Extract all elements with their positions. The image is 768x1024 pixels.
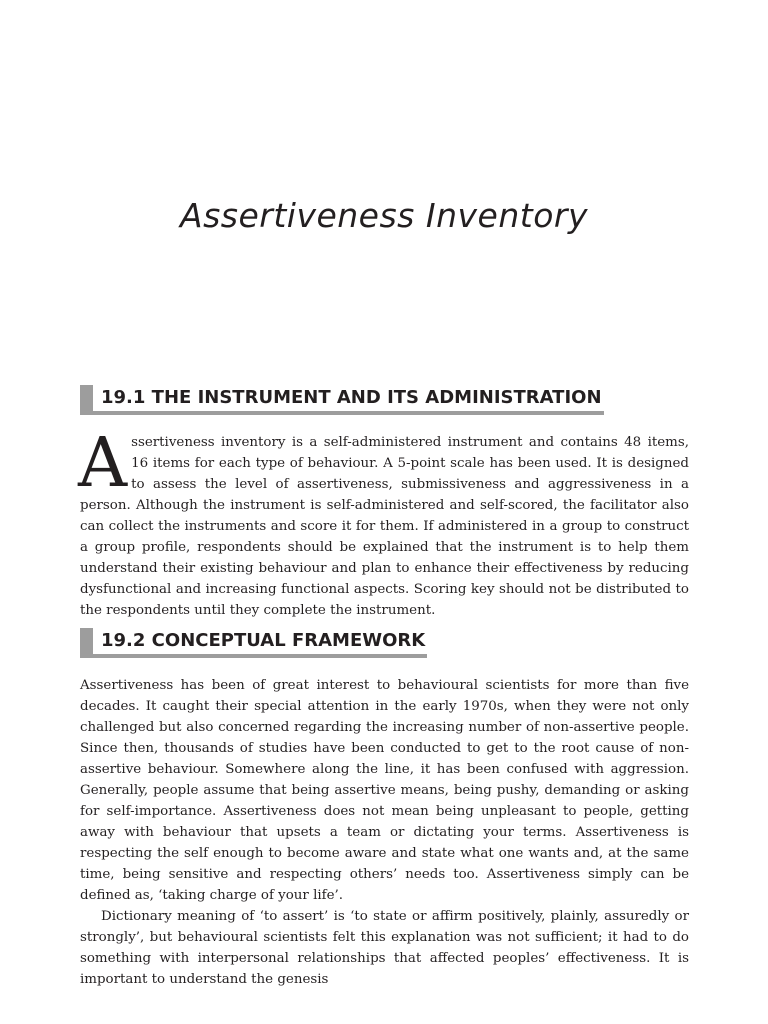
section-heading-text: 19.2 CONCEPTUAL FRAMEWORK (101, 630, 426, 651)
drop-cap: A (78, 424, 128, 503)
section-19-2-paragraph-1: Assertiveness has been of great interest to behavioural scientists for more than five decades. It caught their special attention in the early 1970s, when they were not only challenged but also concerned regarding the increasing number of non-assertive people. Since then, thousands of studies have been conducted to get to the root cause of non-assertive behaviour. Somewhere along the line, it has been confused with aggression. Generally, people assume that being assertive means, being pushy, demanding or asking for self-importance. Assertiveness does not mean being unpleasant to people, getting away with behaviour that upsets a team or dictating your terms. Assertiveness is respecting the self enough to become aware and state what one wants and, at the same time, being sensitive and respecting others’ needs too. Assertiveness simply can be defined as, ‘taking charge of your life’. (80, 678, 689, 903)
section-19-1-text: ssertiveness inventory is a self-administered instrument and contains 48 items, 16 items for each type of behaviour. A 5-point scale has been used. It is designed to assess the level of assertiveness, submissiveness and aggressiveness in a person. Although the instrument is self-administered and self-scored, the facilitator also can collect the instruments and score it for them. If administered in a group to construct a group profile, respondents should be explained that the instrument is to help them understand their existing behaviour and plan to enhance their effectiveness by reducing dysfunctional and increasing functional aspects. Scoring key should not be distributed to the respondents until they complete the instrument. (80, 435, 689, 618)
section-19-1-body (78, 424, 689, 621)
section-marker-bar (80, 628, 93, 658)
section-19-2-body (80, 675, 689, 990)
section-19-2-paragraph-2: Dictionary meaning of ‘to assert’ is ‘to state or affirm positively, plainly, assuredly or strongly’, but behavioural scientists felt this explanation was not sufficient; it had to do something with interpersonal relationships that affected peoples’ effectiveness. It is important to understand the genesis (80, 909, 689, 987)
section-heading-text: 19.1 THE INSTRUMENT AND ITS ADMINISTRATION (101, 387, 602, 408)
section-heading-19-2 (80, 628, 427, 658)
section-heading-19-1 (80, 385, 604, 415)
section-marker-bar (80, 385, 93, 415)
chapter-title: Assertiveness Inventory (180, 196, 588, 235)
